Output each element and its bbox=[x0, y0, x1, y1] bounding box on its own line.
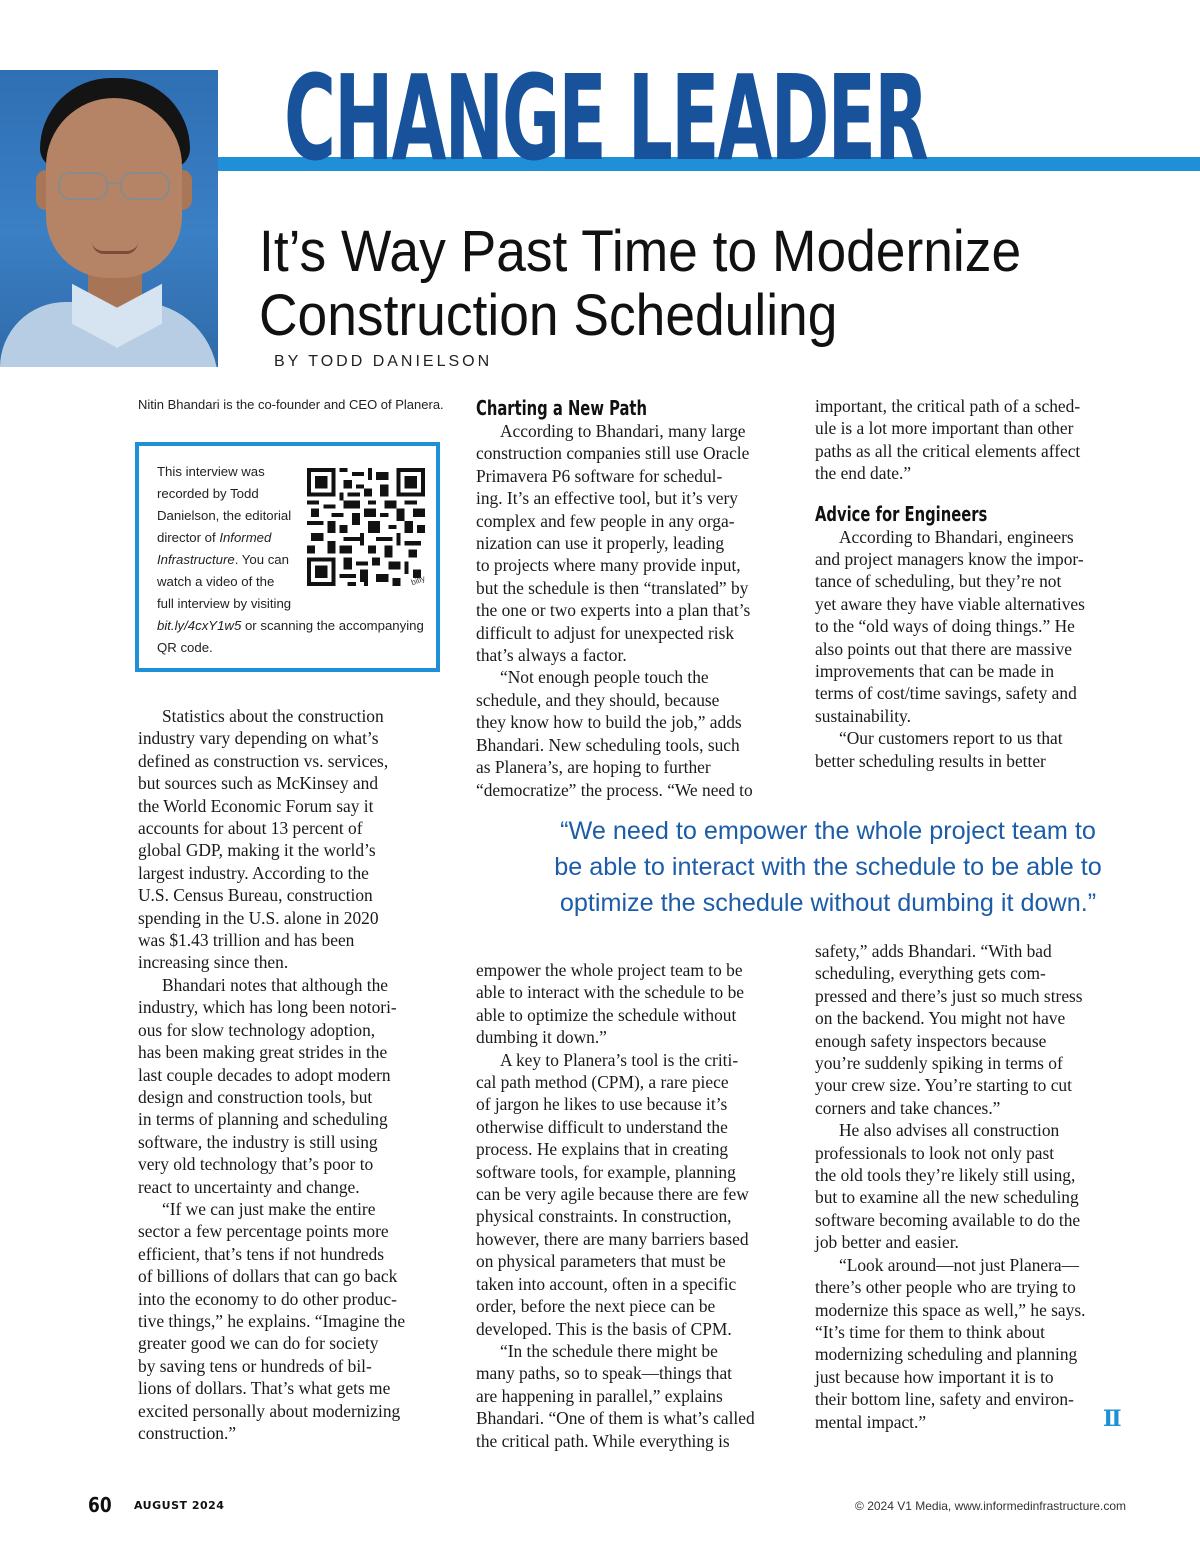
paragraph: “In the schedule there might be many paths, so to speak—things that are happening in parallel,” explains Bhandari. “One of them is what’s called the critical path. While everything is bbox=[476, 1340, 755, 1451]
section-title: CHANGE LEADER bbox=[284, 49, 927, 187]
qr-code-label: bitly bbox=[409, 573, 427, 588]
paragraph: A key to Planera’s tool is the criti- cal path method (CPM), a rare piece of jargon he likes to use because it’s otherwise difficult to understand the process. He explains that in creating software tools, for example, planning can be very agile because there are few physical constraints. In construction, however, there are many barriers based on physical parameters that must be taken into account, often in a specific order, before the next piece can be developed. This is the basis of CPM. bbox=[476, 1049, 749, 1339]
info-line: bit.ly/4cxY1w5 or scanning the accompanying bbox=[157, 618, 424, 633]
subheading-charting: Charting a New Path bbox=[476, 396, 647, 420]
paragraph: “Not enough people touch the schedule, and they should, because they know how to build the job,” adds Bhandari. New scheduling tools, such as Planera’s, are hoping to further “democratize” the process. “We need to bbox=[476, 667, 753, 800]
paragraph: According to Bhandari, engineers and project managers know the impor- tance of scheduling, but they’re not yet aware they have viable alternatives to the “old ways of doing things.” He also points out that there are massive improvements that can be made in terms of cost/time savings, safety and sustainability. bbox=[815, 526, 1085, 726]
info-line: Infrastructure. You can bbox=[157, 552, 289, 567]
column-3-top bbox=[815, 395, 1135, 772]
info-line: recorded by Todd bbox=[157, 486, 259, 501]
copyright-notice: © 2024 V1 Media, www.informedinfrastructure.com bbox=[855, 1499, 1126, 1513]
headline-line-2: Construction Scheduling bbox=[259, 283, 838, 348]
publication-name: Informed bbox=[219, 530, 272, 545]
paragraph: “If we can just make the entire sector a few percentage points more efficient, that’s tens if not hundreds of billions of dollars that can go back into the economy to do other produc- tive things,” he explains. “Imagine the greater good we can do for society by saving tens or hundreds of bil- lions of dollars. That’s what gets me excited personally about modernizing construction.” bbox=[138, 1198, 406, 1443]
author-portrait bbox=[0, 70, 218, 367]
video-link[interactable]: bit.ly/4cxY1w5 bbox=[157, 618, 242, 633]
pull-quote-line: be able to interact with the schedule to be able to bbox=[554, 853, 1102, 881]
headline-line-1: It’s Way Past Time to Modernize bbox=[259, 219, 1022, 284]
photo-caption: Nitin Bhandari is the co-founder and CEO of Planera. bbox=[138, 397, 444, 412]
pull-quote bbox=[468, 813, 1188, 921]
info-line: This interview was bbox=[157, 464, 265, 479]
paragraph: “Look around—not just Planera— there’s other people who are trying to modernize this space as well,” he says. “It’s time for them to think about modernizing scheduling and planning just because how important it is to their bottom line, safety and environ- mental impact.” bbox=[815, 1254, 1086, 1432]
info-line: director of Informed bbox=[157, 530, 272, 545]
column-1 bbox=[138, 705, 448, 1444]
column-3-bottom bbox=[815, 940, 1135, 1433]
interview-info-box bbox=[135, 442, 440, 672]
paragraph: “Our customers report to us that better scheduling results in better bbox=[815, 728, 1063, 771]
paragraph: He also advises all construction professionals to look not only past the old tools they’re likely still using, but to examine all the new scheduling software becoming available to do the job better and easier. bbox=[815, 1120, 1081, 1253]
issue-date: AUGUST 2024 bbox=[134, 1499, 225, 1512]
page-number: 60 bbox=[88, 1493, 112, 1517]
pull-quote-line: “We need to empower the whole project team to bbox=[560, 817, 1096, 845]
subheading-advice: Advice for Engineers bbox=[815, 501, 988, 526]
column-2-top bbox=[476, 396, 792, 801]
headline bbox=[259, 220, 1115, 348]
paragraph: empower the whole project team to be able to interact with the schedule to be able to optimize the schedule without dumbing it down.” bbox=[476, 960, 745, 1048]
info-line: watch a video of the bbox=[157, 574, 275, 589]
byline: BY TODD DANIELSON bbox=[274, 353, 493, 370]
info-line: Danielson, the editorial bbox=[157, 508, 292, 523]
paragraph: Statistics about the construction industry vary depending on what’s defined as construction vs. services, but sources such as McKinsey and the World Economic Forum say it accounts for about 13 percent of global GDP, making it the world’s largest industry. According to the U.S. Census Bureau, construction spending in the U.S. alone in 2020 was $1.43 trillion and has been increasing since then. bbox=[138, 706, 389, 973]
paragraph: Bhandari notes that although the industry, which has long been notori- ous for slow technology adoption, has been making great strides in the last couple decades to adopt modern design and construction tools, but in terms of planning and scheduling software, the industry is still using very old technology that’s poor to react to uncertainty and change. bbox=[138, 974, 397, 1197]
qr-code-icon[interactable] bbox=[307, 468, 425, 586]
info-line: full interview by visiting bbox=[157, 596, 292, 611]
column-2-bottom bbox=[476, 959, 792, 1452]
info-line: QR code. bbox=[157, 640, 213, 655]
end-of-article-mark: II bbox=[1103, 1406, 1120, 1432]
paragraph: According to Bhandari, many large construction companies still use Oracle Primavera P6 software for schedul- ing. It’s an effective tool, but it’s very complex and few people in any orga- nization can use it properly, leading to projects where many provide input, but the schedule is then “translated” by the one or two experts into a plan that’s difficult to adjust for unexpected risk that’s always a factor. bbox=[476, 421, 751, 666]
paragraph: safety,” adds Bhandari. “With bad scheduling, everything gets com- pressed and there’s just so much stress on the backend. You might not have enough safety inspectors because you’re suddenly spiking in terms of your crew size. You’re starting to cut corners and take chances.” bbox=[815, 941, 1083, 1118]
paragraph: important, the critical path of a sched- ule is a lot more important than other paths as all the critical elements affect the end date.” bbox=[815, 396, 1081, 484]
pull-quote-line: optimize the schedule without dumbing it down.” bbox=[559, 889, 1097, 917]
publication-name-cont: Infrastructure bbox=[157, 552, 235, 567]
